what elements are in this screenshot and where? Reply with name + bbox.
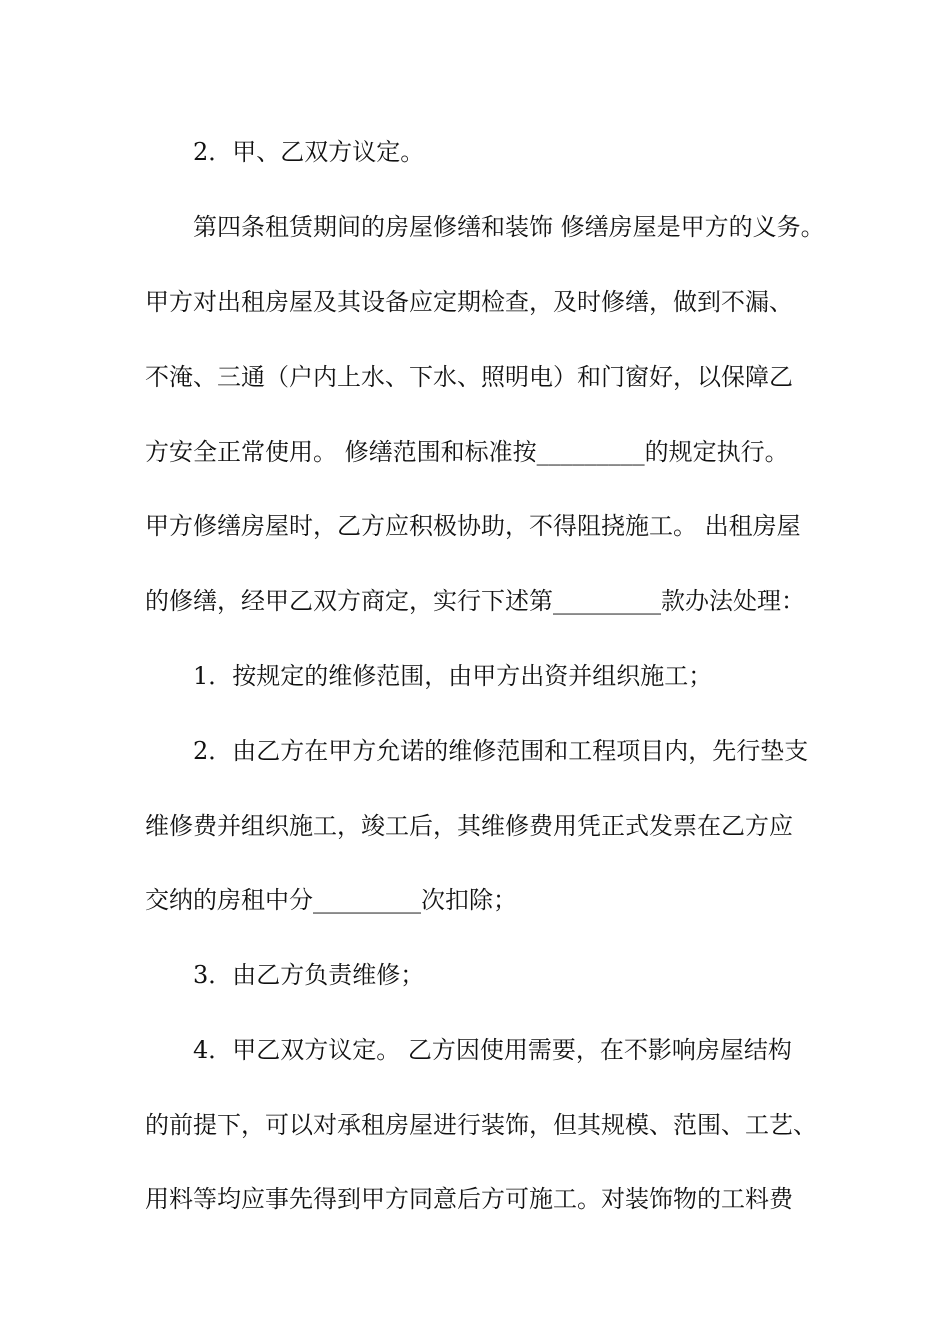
text-line: 交纳的房租中分_________次扣除； (145, 886, 517, 914)
text-line: 甲方对出租房屋及其设备应定期检查，及时修缮，做到不漏、 (145, 288, 793, 316)
text-line: 方安全正常使用。 修缮范围和标准按_________的规定执行。 (145, 438, 789, 466)
text-line: 3．由乙方负责维修； (193, 961, 425, 989)
text-line: 2．由乙方在甲方允诺的维修范围和工程项目内，先行垫支 (193, 737, 809, 765)
text-line: 不淹、三通（户内上水、下水、照明电）和门窗好，以保障乙 (145, 363, 793, 391)
text-line: 甲方修缮房屋时，乙方应积极协助，不得阻挠施工。 出租房屋 (145, 512, 801, 540)
text-line: 用料等均应事先得到甲方同意后方可施工。对装饰物的工料费 (145, 1185, 793, 1213)
text-line: 的修缮，经甲乙双方商定，实行下述第_________款办法处理： (145, 587, 805, 615)
text-line: 1．按规定的维修范围，由甲方出资并组织施工； (193, 662, 713, 690)
text-line: 的前提下，可以对承租房屋进行装饰，但其规模、范围、工艺、 (145, 1111, 817, 1139)
text-line: 4．甲乙双方议定。 乙方因使用需要，在不影响房屋结构 (193, 1036, 792, 1064)
text-line: 第四条租赁期间的房屋修缮和装饰 修缮房屋是甲方的义务。 (193, 213, 825, 241)
text-line: 2．甲、乙双方议定。 (193, 138, 425, 166)
text-line: 维修费并组织施工，竣工后，其维修费用凭正式发票在乙方应 (145, 812, 793, 840)
